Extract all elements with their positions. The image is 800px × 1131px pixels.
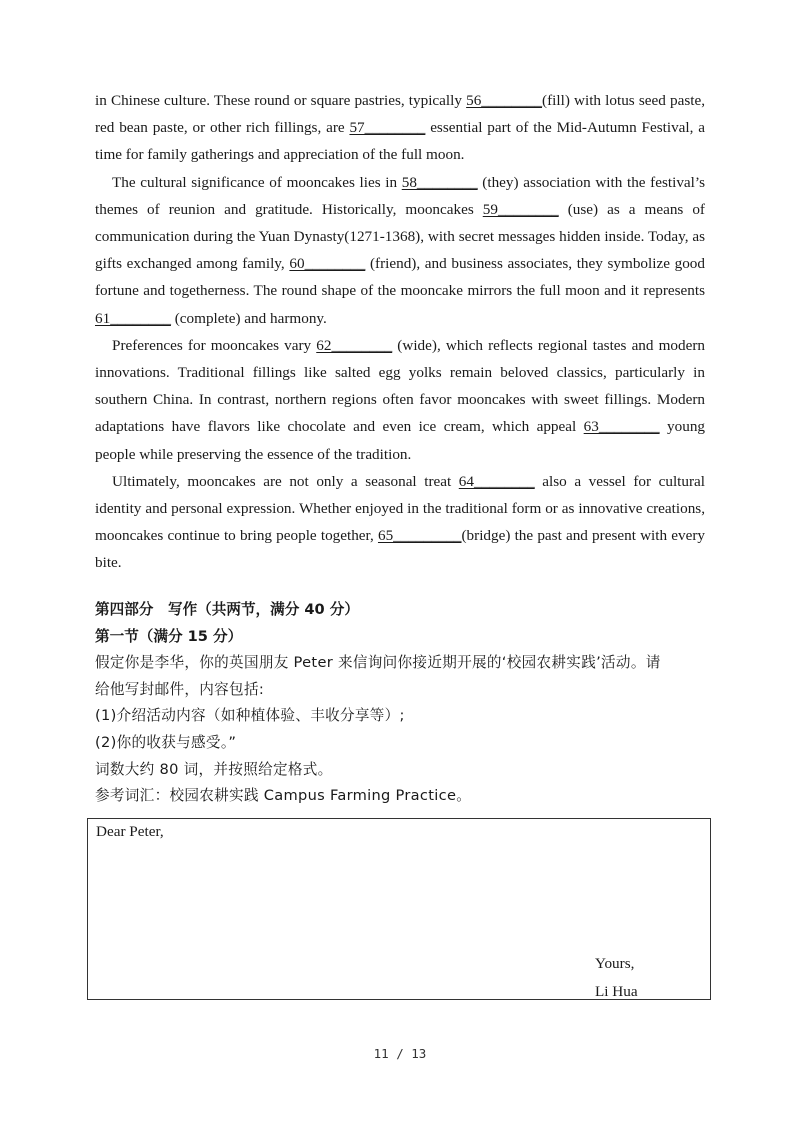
requirement-item-1: (1)介绍活动内容（如种植体验、丰收分享等）; — [95, 707, 405, 725]
prompt-line: 给他写封邮件，内容包括: — [95, 680, 265, 698]
passage-text: (they) association with the festival’s themes of reunion and gratitude. Historically, mooncakes — [95, 173, 706, 218]
cloze-paragraph-4 — [95, 468, 705, 577]
blank-56[interactable]: 56________ — [466, 92, 543, 109]
part-heading: 第四部分 写作（共两节，满分 40 分） — [95, 601, 359, 618]
cloze-passage — [95, 87, 705, 577]
passage-text: essential part of the Mid-Autumn Festival, a time for family gatherings and appreciation of the full moon. — [95, 119, 705, 164]
blank-62[interactable]: 62________ — [316, 336, 393, 354]
blank-63[interactable]: 63________ — [583, 418, 660, 436]
passage-text: in Chinese culture. These round or square pastries, typically — [95, 92, 467, 109]
page-number: 11 / 13 — [373, 1046, 427, 1061]
answer-box[interactable] — [87, 818, 711, 1000]
passage-text: (use) as a means of communication during the Yuan Dynasty(1271-1368), with secret messages hidden inside. Today, as gifts exchanged among family, — [95, 200, 705, 273]
blank-61[interactable]: 61________ — [95, 309, 171, 327]
word-count-note: 词数大约 80 词，并按照给定格式。 — [95, 760, 333, 778]
passage-text: (complete) and harmony. — [170, 309, 327, 327]
cloze-paragraph-1 — [95, 87, 705, 169]
passage-text: Ultimately, mooncakes are not only a seasonal treat — [112, 472, 459, 490]
blank-64[interactable]: 64________ — [458, 472, 535, 490]
passage-text: (bridge) the past and present with every bite. — [95, 527, 705, 572]
requirement-item-2: (2)你的收获与感受。” — [95, 733, 237, 751]
passage-text: (fill) with lotus seed paste, red bean paste, or other rich fillings, are — [95, 92, 706, 137]
passage-text: (wide), which reflects regional tastes and modern innovations. Traditional fillings like salted egg yolks remain beloved classics, particularly in southern China. In contrast, northern regions often favor mooncakes with sweet fillings. Modern adaptations have flavors like chocolate and even ice cream, which appeal — [95, 336, 705, 436]
passage-text: Preferences for mooncakes vary — [112, 336, 317, 354]
blank-65[interactable]: 65_________ — [377, 527, 462, 545]
section-heading: 第一节（满分 15 分） — [95, 627, 243, 645]
blank-60[interactable]: 60________ — [289, 255, 366, 273]
letter-closing: Yours, — [595, 955, 635, 972]
vocabulary-note: 参考词汇：校园农耕实践 Campus Farming Practice。 — [95, 787, 472, 805]
cloze-paragraph-2 — [95, 169, 705, 332]
passage-text: (friend), and business associates, they symbolize good fortune and togetherness. The round shape of the mooncake mirrors the full moon and it represents — [95, 255, 705, 300]
letter-signature: Li Hua — [595, 983, 638, 1000]
blank-59[interactable]: 59________ — [482, 200, 559, 218]
letter-greeting: Dear Peter, — [96, 823, 164, 840]
passage-text: The cultural significance of mooncakes lies in — [112, 173, 402, 191]
blank-58[interactable]: 58________ — [401, 173, 478, 191]
blank-57[interactable]: 57________ — [349, 119, 426, 137]
passage-text: also a vessel for cultural identity and personal expression. Whether enjoyed in the traditional form or as innovative creations, mooncakes continue to bring people together, — [95, 472, 705, 545]
prompt-line: 假定你是李华，你的英国朋友 Peter 来信询问你接近期开展的‘校园农耕实践’活动。请 — [95, 654, 661, 672]
passage-text: young people while preserving the essence of the tradition. — [95, 418, 706, 463]
writing-section — [95, 597, 715, 810]
cloze-paragraph-3 — [95, 332, 705, 468]
